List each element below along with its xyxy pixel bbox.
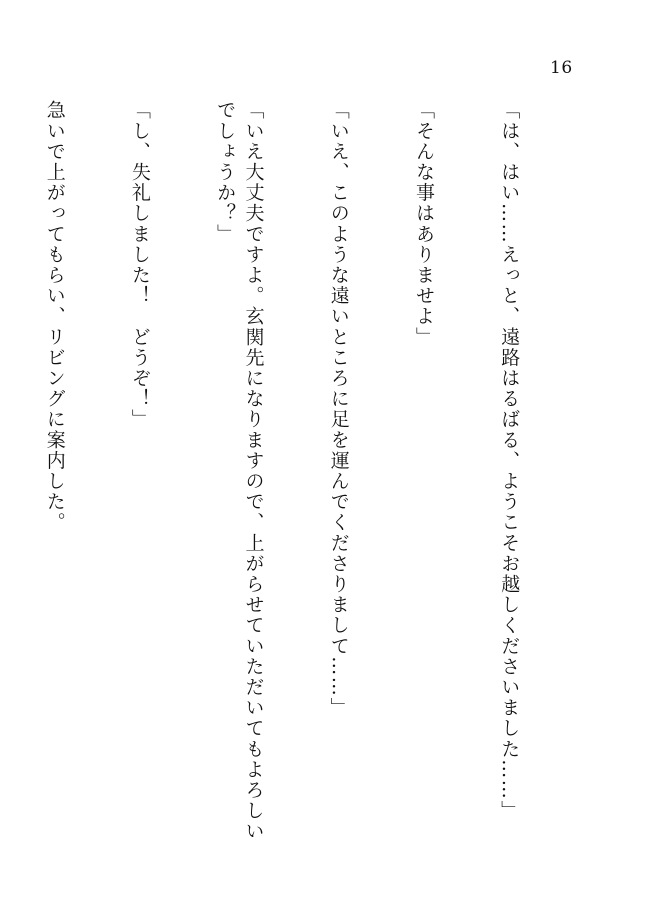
paragraph-1: 「は、はい……えっと、遠路はるばる、ようこそお越しくださいました……」 bbox=[498, 100, 521, 821]
paragraph-4: 「いえ大丈夫ですよ。玄関先になりますので、上がらせていただいてもよろしいでしょうか？」 bbox=[214, 100, 265, 842]
page-number: 16 bbox=[550, 58, 573, 78]
paragraph-6: 急いで上がってもらい、リビングに案内した。 bbox=[43, 100, 66, 533]
vertical-body-text bbox=[43, 100, 580, 860]
paragraph-5: 「し、失礼しました！ どうぞ！」 bbox=[128, 100, 151, 430]
paragraph-2: 「そんな事はありませよ」 bbox=[412, 100, 435, 348]
paragraph-3: 「いえ、このような遠いところに足を運んでくださりまして……」 bbox=[327, 100, 350, 718]
